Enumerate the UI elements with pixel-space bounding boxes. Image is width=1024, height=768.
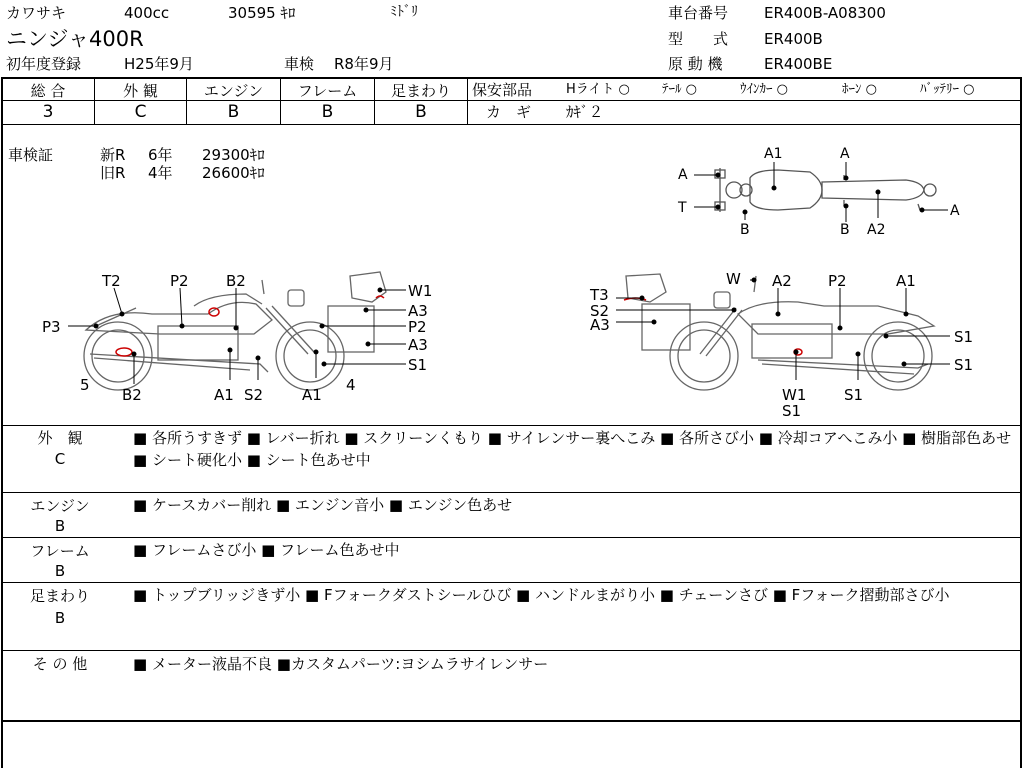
grade-top-border: [1, 77, 1022, 79]
cond-divider-1: [1, 492, 1022, 493]
frame-no-value: ER400B-A08300: [764, 4, 886, 22]
diagram-label: 5: [80, 376, 90, 394]
diagram-label: S2: [590, 302, 610, 320]
frame-no-label: 車台番号: [668, 4, 729, 22]
diagram-label: A3: [408, 302, 428, 320]
grade-col-line: [467, 78, 468, 124]
frame-right-border: [1020, 77, 1022, 768]
safety-item-name: ﾃｰﾙ: [662, 82, 682, 97]
safety-item-mark: ○: [618, 82, 630, 97]
diagram-label: A: [678, 167, 688, 183]
safety-item-name: ﾎｰﾝ: [842, 82, 862, 97]
bike-right-side-diagram: [588, 268, 988, 420]
diagram-label: W1: [408, 282, 433, 300]
displacement: 400cc: [124, 4, 170, 22]
safety-item-mark: ○: [776, 82, 788, 97]
safety-battery: [920, 82, 974, 98]
cond-title-exterior: 外 観: [37, 429, 83, 447]
cond-grade-suspension: B: [54, 609, 66, 627]
type-value: ER400B: [764, 30, 823, 48]
shaken-old-label: 旧R: [100, 164, 126, 182]
grade-value-frame: B: [321, 102, 334, 122]
diagram-label: P2: [828, 272, 847, 290]
cond-divider-3: [1, 582, 1022, 583]
diagram-label: A2: [867, 222, 886, 238]
diagram-label: A: [950, 203, 960, 219]
diagram-label: S1: [408, 356, 428, 374]
grade-header-overall: 総 合: [30, 82, 66, 100]
first-registration-label: 初年度登録: [6, 55, 82, 73]
diagram-label: S2: [244, 386, 264, 404]
diagram-label: P2: [408, 318, 427, 336]
safety-mid-line: [467, 100, 1022, 101]
grade-value-engine: B: [227, 102, 240, 122]
diagram-label: B: [840, 222, 850, 238]
shaken-new-label: 新R: [100, 146, 126, 164]
cond-text-frame: ■ フレームさび小 ■ フレーム色あせ中: [133, 541, 400, 559]
cond-divider-2: [1, 537, 1022, 538]
engine-model-label: 原 動 機: [668, 55, 723, 73]
diagram-label: A3: [408, 336, 428, 354]
cond-title-other: そ の 他: [32, 655, 88, 673]
diagram-label: P2: [170, 272, 189, 290]
safety-item-name: ﾊﾞｯﾃﾘｰ: [920, 82, 959, 97]
color: ﾐﾄﾞﾘ: [390, 4, 418, 20]
cond-grade-exterior: C: [54, 450, 66, 468]
cond-grade-frame: B: [54, 562, 66, 580]
diagram-label: W1: [782, 386, 807, 404]
bike-left-side-diagram: [40, 268, 450, 410]
diagram-label: A3: [590, 316, 610, 334]
safety-item-mark: ○: [685, 82, 697, 97]
inspection-label: 車検: [284, 55, 315, 73]
grade-bottom-border: [1, 124, 1022, 125]
first-registration-value: H25年9月: [124, 55, 194, 73]
grade-header-exterior: 外 観: [123, 82, 158, 100]
bike-top-view-diagram: [660, 140, 980, 240]
diagram-label: A1: [214, 386, 234, 404]
diagram-label: B2: [122, 386, 142, 404]
cond-bottom-border: [1, 720, 1022, 722]
cond-text-engine: ■ ケースカバー削れ ■ エンジン音小 ■ エンジン色あせ: [133, 496, 513, 514]
safety-item-name: Hライト: [566, 82, 615, 97]
diagram-label: A2: [772, 272, 792, 290]
grade-header-suspension: 足まわり: [390, 82, 451, 100]
safety-item-name: ｳｲﾝｶｰ: [740, 82, 773, 97]
diagram-label: A1: [302, 386, 322, 404]
diagram-label: S1: [782, 402, 802, 420]
diagram-label: A1: [896, 272, 916, 290]
engine-model-value: ER400BE: [764, 55, 833, 73]
shaken-old-year: 4年: [148, 164, 173, 182]
diagram-label: T: [678, 200, 687, 216]
diagram-label: B: [740, 222, 750, 238]
cond-title-frame: フレーム: [30, 542, 90, 560]
grade-value-overall: 3: [42, 102, 54, 122]
diagram-label: T3: [590, 286, 609, 304]
diagram-label: A1: [764, 146, 783, 162]
model-name: ニンジャ400R: [6, 27, 144, 51]
safety-label: 保安部品: [472, 81, 533, 99]
safety-winker: [740, 82, 788, 98]
key-label: カ ギ: [486, 103, 532, 121]
shaken-new-year: 6年: [148, 146, 173, 164]
diagram-label: P3: [42, 318, 61, 336]
shaken-old-km: 26600ｷﾛ: [202, 164, 265, 182]
mileage: 30595 ｷﾛ: [228, 4, 296, 22]
grade-mid-line: [1, 100, 467, 101]
shaken-label: 車検証: [8, 146, 54, 164]
diagram-label: S1: [954, 328, 974, 346]
cond-title-engine: エンジン: [30, 497, 90, 515]
grade-header-engine: エンジン: [203, 82, 264, 100]
diagram-bottom-border: [1, 425, 1022, 426]
cond-text-exterior: ■ 各所うすきず ■ レバー折れ ■ スクリーンくもり ■ サイレンサー裏へこみ ■ 各所さび小 ■ 冷却コアへこみ小 ■ 樹脂部色あせ ■ シート硬化小 ■ シート色あせ中: [133, 429, 1012, 469]
cond-title-suspension: 足まわり: [29, 587, 90, 605]
grade-value-suspension: B: [415, 102, 427, 122]
diagram-label: S1: [954, 356, 974, 374]
safety-item-mark: ○: [865, 82, 877, 97]
diagram-label: W: [726, 270, 741, 288]
inspection-value: R8年9月: [334, 55, 394, 73]
cond-text-other: ■ メーター液晶不良 ■カスタムパーツ:ヨシムラサイレンサー: [133, 655, 549, 673]
grade-value-exterior: C: [134, 102, 147, 122]
safety-headlight: [566, 82, 630, 98]
cond-text-suspension: ■ トップブリッジきず小 ■ Fフォークダストシールひび ■ ハンドルまがり小 ■ チェーンさび ■ Fフォーク摺動部さび小: [133, 586, 950, 604]
cond-divider-4: [1, 650, 1022, 651]
diagram-label: T2: [102, 272, 121, 290]
maker: カワサキ: [6, 4, 67, 22]
shaken-new-km: 29300ｷﾛ: [202, 146, 265, 164]
safety-item-mark: ○: [963, 82, 975, 97]
cond-grade-engine: B: [54, 517, 66, 535]
type-label: 型 式: [668, 30, 729, 48]
diagram-label: 4: [346, 376, 356, 394]
grade-header-frame: フレーム: [297, 82, 358, 100]
diagram-label: A: [840, 146, 850, 162]
diagram-label: B2: [226, 272, 246, 290]
diagram-label: S1: [844, 386, 864, 404]
key-value: ｶｷﾞ２: [566, 103, 604, 121]
safety-tail: [662, 82, 697, 98]
safety-horn: [842, 82, 877, 98]
